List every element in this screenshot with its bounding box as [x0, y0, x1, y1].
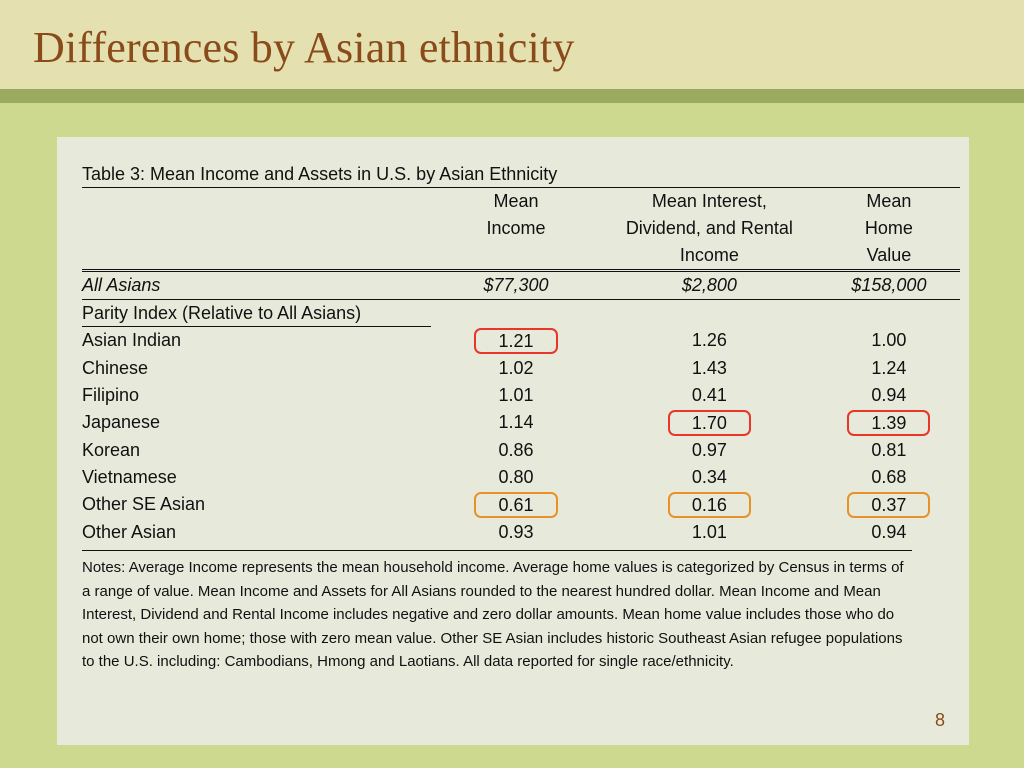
header-blank-3 [82, 242, 431, 271]
cell-mean-income: 1.01 [498, 385, 534, 405]
cell-mean-income: 0.86 [498, 440, 534, 460]
highlight-box: 0.16 [668, 492, 751, 518]
header-mean-income-1: Mean [431, 188, 601, 216]
all-asians-mean-interest: $2,800 [601, 271, 818, 300]
header-blank-1 [82, 188, 431, 216]
header-mean-home-3: Value [866, 245, 912, 265]
cell-mean-interest [601, 409, 818, 437]
table-row [82, 464, 960, 491]
highlight-box: 0.37 [847, 492, 930, 518]
table-row [82, 491, 960, 519]
parity-blank-b [601, 300, 818, 328]
cell-mean-interest: 0.41 [691, 385, 727, 405]
cell-mean-home-value: 0.68 [871, 467, 907, 487]
table-header-row-1 [82, 188, 960, 216]
table-row [82, 437, 960, 464]
cell-mean-interest: 0.97 [691, 440, 727, 460]
page-title: Differences by Asian ethnicity [33, 23, 575, 72]
cell-mean-income: 1.02 [498, 358, 534, 378]
cell-mean-income: 1.14 [498, 412, 534, 432]
cell-mean-interest: 1.26 [691, 330, 727, 350]
highlight-box: 1.39 [847, 410, 930, 436]
table-row [82, 382, 960, 409]
title-band [0, 0, 1024, 89]
cell-mean-interest: 1.01 [691, 522, 727, 542]
parity-blank-c [818, 300, 960, 328]
table-section-parity [82, 300, 960, 328]
highlight-box: 1.21 [474, 328, 557, 354]
table-caption: Table 3: Mean Income and Assets in U.S. by Asian Ethnicity [82, 164, 558, 184]
header-mean-interest-3: Income [679, 245, 739, 265]
table-row-all-asians [82, 271, 960, 300]
table-header-row-3 [82, 242, 960, 271]
table-header-row-2 [82, 215, 960, 242]
row-label: Asian Indian [82, 330, 182, 350]
parity-section-label-cell [82, 300, 431, 328]
cell-mean-income [431, 327, 601, 355]
cell-mean-interest [601, 491, 818, 519]
cell-mean-home-value: 1.00 [871, 330, 907, 350]
parity-section-label: Parity Index (Relative to All Asians) [82, 300, 431, 327]
row-label: Other Asian [82, 522, 177, 542]
cell-mean-interest: 1.43 [691, 358, 727, 378]
row-label: Chinese [82, 358, 149, 378]
table-row [82, 519, 960, 546]
header-mean-interest-2: Dividend, and Rental [625, 218, 793, 238]
row-label: Other SE Asian [82, 494, 206, 514]
cell-mean-home-value: 0.81 [871, 440, 907, 460]
cell-mean-income [431, 491, 601, 519]
content-card [57, 137, 969, 745]
header-mean-home-1: Mean [818, 188, 960, 216]
parity-blank-a [431, 300, 601, 328]
cell-mean-home-value: 0.94 [871, 522, 907, 542]
cell-mean-home-value [818, 491, 960, 519]
title-divider [0, 89, 1024, 103]
income-assets-table [82, 187, 960, 546]
row-label: Korean [82, 440, 141, 460]
row-label-all-asians: All Asians [82, 271, 431, 300]
table-notes: Notes: Average Income represents the mean household income. Average home values is categorized by Census in terms of a range of value. Mean Income and Assets for All Asians rounded to the nearest hundred dollar. Mean Income and Mean Interest, Dividend and Rental Income includes negative and zero dollar amounts. Mean home value includes those who do not own their own home; those with zero mean value. Other SE Asian includes historic Southeast Asian refugee populations to the U.S. including: Cambodians, Hmong and Laotians. All data reported for single race/ethnicity. [82, 550, 912, 674]
all-asians-mean-home-value: $158,000 [818, 271, 960, 300]
row-label: Vietnamese [82, 467, 177, 487]
page-number: 8 [934, 710, 945, 730]
table-row [82, 327, 960, 355]
cell-mean-income: 0.80 [498, 467, 534, 487]
table-row [82, 355, 960, 382]
row-label: Filipino [82, 385, 140, 405]
header-mean-income-3 [431, 242, 601, 271]
row-label: Japanese [82, 412, 161, 432]
table-container [82, 164, 960, 674]
table-row [82, 409, 960, 437]
cell-mean-home-value: 1.24 [871, 358, 907, 378]
cell-mean-home-value [818, 409, 960, 437]
highlight-box: 0.61 [474, 492, 557, 518]
all-asians-mean-income: $77,300 [431, 271, 601, 300]
cell-mean-home-value: 0.94 [871, 385, 907, 405]
header-mean-interest-1: Mean Interest, [601, 188, 818, 216]
header-blank-2 [82, 215, 431, 242]
header-mean-income-2: Income [486, 218, 546, 238]
cell-mean-income: 0.93 [498, 522, 534, 542]
highlight-box: 1.70 [668, 410, 751, 436]
cell-mean-interest: 0.34 [691, 467, 727, 487]
header-mean-home-2: Home [864, 218, 913, 238]
